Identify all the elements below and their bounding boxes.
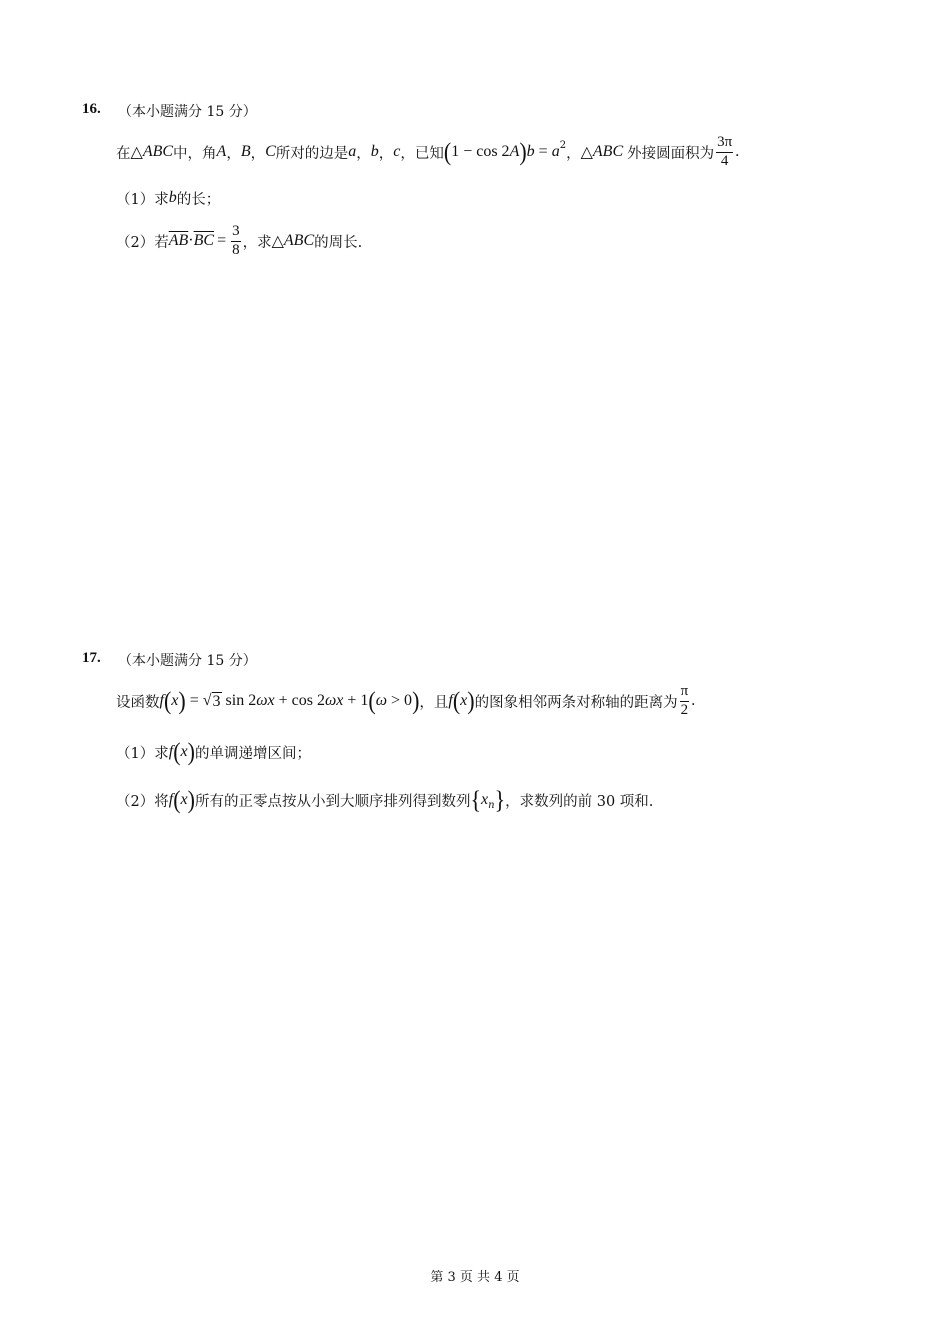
fraction-denominator: 8 [232,241,240,258]
math-var: f [448,692,453,709]
math-text: + cos 2 [274,692,325,709]
subscript: n [488,800,495,811]
paren: ) [187,737,195,766]
fraction-numerator: 3 [231,224,241,242]
triangle-symbol: △ [271,233,284,250]
text: ，已知 [400,145,444,162]
math-var: a [551,143,560,160]
paren: ) [178,686,186,715]
paren: ( [368,686,376,715]
q16-number: 16. [82,101,101,117]
math-var: ABC [283,232,315,249]
q16-stem [116,134,739,170]
fraction [680,684,690,719]
math-var: ABC [592,143,624,160]
sqrt [203,692,222,711]
math-var: ω [375,692,388,709]
fraction [716,135,733,170]
text: ， [250,145,266,162]
text: ， [226,145,241,162]
radical-sign: √ [202,692,212,709]
math-text: · [188,232,194,249]
text: 的单调递增区间； [194,745,311,762]
math-var: f [168,743,174,760]
text: 的图象相邻两条对称轴的距离为 [474,694,678,711]
math-var: x [171,692,179,709]
fraction-denominator: 2 [680,701,689,718]
paren: ) [187,785,195,814]
q17-number: 17. [82,650,101,666]
exponent: 2 [559,140,567,151]
part-label: （2）若 [116,234,169,251]
math-var: a [348,143,357,160]
text: 所有的正零点按从小到大顺序排列得到数列 [194,793,471,810]
math-var: b [168,189,177,206]
brace: } [494,785,506,814]
triangle-symbol: △ [580,144,593,161]
paren: ) [412,686,420,715]
part-label: （1）求 [116,745,169,762]
fraction-numerator: π [680,684,690,702]
triangle-symbol: △ [130,144,143,161]
math-var: f [168,791,174,808]
q17-header: （本小题满分 15 分） [118,653,257,669]
brace: { [470,785,482,814]
paren: ) [467,686,475,715]
q17-part1 [116,738,311,766]
q16-part2 [116,220,362,262]
q17-stem [116,682,695,720]
math-var: x [180,791,188,808]
fraction-denominator: 4 [720,152,729,169]
math-text: 1 − cos 2 [451,143,510,160]
text: . [735,143,740,160]
math-var: A [509,143,520,160]
paren: ( [173,785,181,814]
math-var: x [460,692,468,709]
q16-header: （本小题满分 15 分） [118,104,257,120]
math-text: = [217,232,227,249]
math-var: b [370,143,379,160]
math-var: x [180,743,188,760]
part-label: （2）将 [116,793,169,810]
math-var: b [526,143,535,160]
paren: ( [452,686,461,715]
math-text: + 1 [343,692,369,709]
part-label: （1）求 [116,191,169,208]
vector: $\overline{AB}$ [168,232,189,249]
text: 外接圆面积为 [627,145,715,162]
text: ， [356,145,371,162]
text: ， [566,145,581,162]
math-var: B [240,143,251,160]
paren: ( [173,737,181,766]
math-var: A [216,143,227,160]
math-var: x [481,791,489,808]
text: 的周长. [314,234,363,251]
text: 所对的边是 [275,145,349,162]
fraction-numerator: 3π [716,135,733,153]
text: ，求数列的前 30 项和. [505,793,654,810]
paren: ) [519,137,527,166]
math-text: = [185,692,203,709]
math-text: > 0 [387,692,413,709]
text: ， [378,145,394,162]
radicand: 3 [212,692,221,710]
math-text: = [534,143,552,160]
text: 的长； [176,191,221,208]
q17-part2 [116,786,653,814]
paren: ( [443,137,452,166]
page-footer: 第 3 页 共 4 页 [430,1270,520,1285]
math-var: ωx [324,692,344,709]
paren: ( [163,686,172,715]
math-var: C [265,143,276,160]
text: 在 [116,145,131,162]
math-text: sin 2 [221,692,257,709]
fraction [231,224,241,259]
text: . [691,692,696,709]
math-var: c [393,143,401,160]
math-var: f [159,692,164,709]
vector: $\overline{BC}$ [193,232,215,249]
q16-part1 [116,186,220,210]
math-var: ABC [142,143,174,160]
math-var: ωx [256,692,275,709]
text: 设函数 [116,694,160,711]
text: 中，角 [173,145,217,162]
text: ，且 [419,694,449,711]
text: ，求 [242,234,272,251]
